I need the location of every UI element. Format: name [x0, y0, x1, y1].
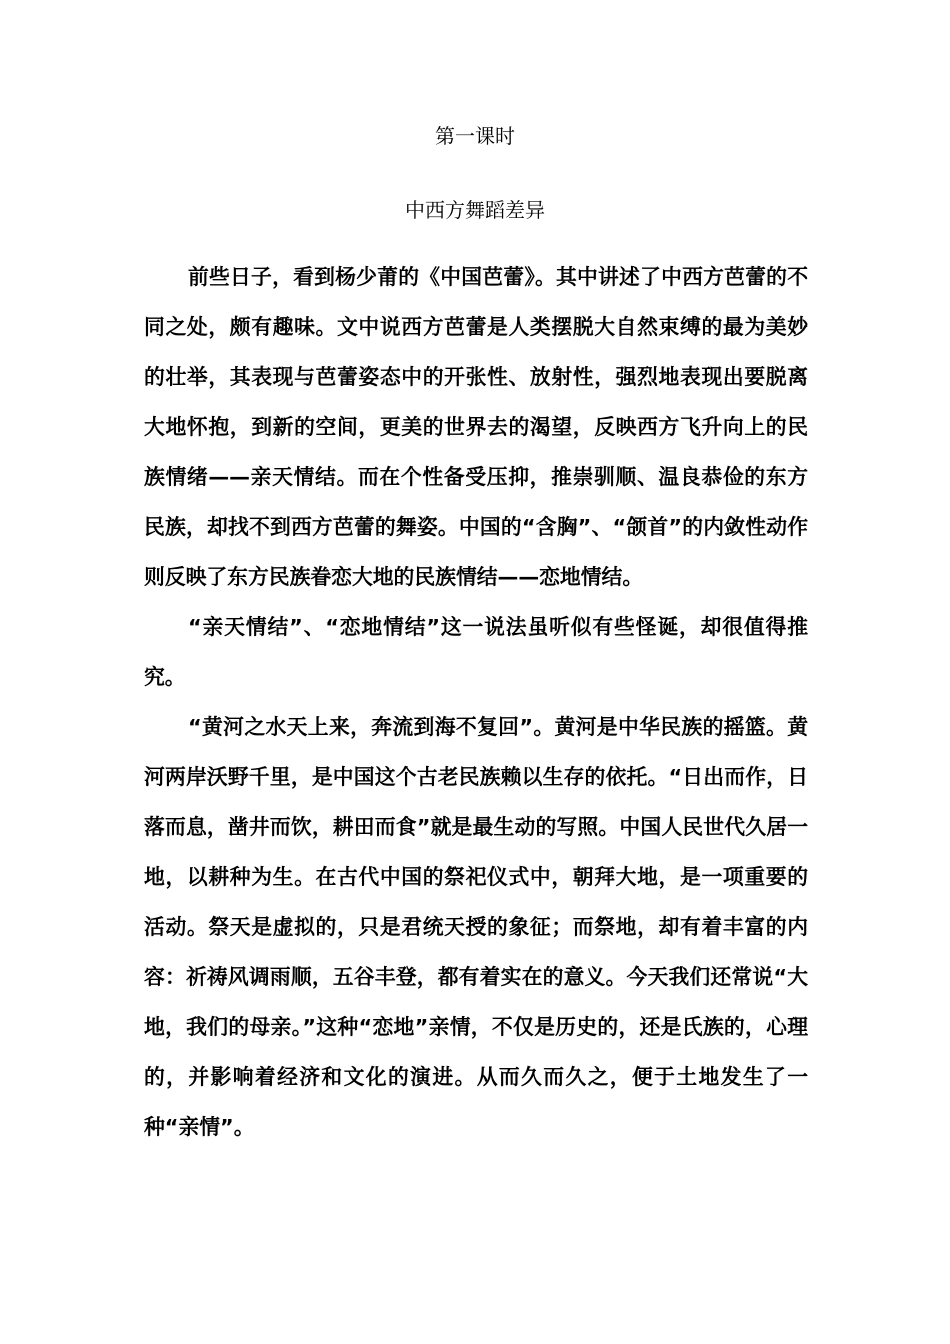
body-text: [144, 252, 808, 1152]
lesson-title: 第一课时: [435, 124, 515, 148]
paragraph-2: “亲天情结”、“恋地情结”这一说法虽听似有些怪诞，却很值得推究。: [144, 615, 808, 689]
paragraph-1: 前些日子，看到杨少莆的《中国芭蕾》。其中讲述了中西方芭蕾的不同之处，颇有趣味。文中说西方芭蕾是人类摆脱大自然束缚的最为美妙的壮举，其表现与芭蕾姿态中的开张性、放射性，强烈地表现出要脱离大地怀抱，到新的空间，更美的世界去的渴望，反映西方飞升向上的民族情绪——亲天情结。而在个性备受压抑，推崇驯顺、温良恭俭的东方民族，却找不到西方芭蕾的舞姿。中国的“含胸”、“颌首”的内敛性动作则反映了东方民族眷恋大地的民族情结——恋地情结。: [144, 265, 808, 589]
paragraph-3: “黄河之水天上来，奔流到海不复回”。黄河是中华民族的摇篮。黄河两岸沃野千里，是中国这个古老民族赖以生存的依托。“日出而作，日落而息，凿井而饮，耕田而食”就是最生动的写照。中国人民世代久居一地，以耕种为生。在古代中国的祭祀仪式中，朝拜大地，是一项重要的活动。祭天是虚拟的，只是君统天授的象征；而祭地，却有着丰富的内容：祈祷风调雨顺，五谷丰登，都有着实在的意义。今天我们还常说“大地，我们的母亲。”这种“恋地”亲情，不仅是历史的，还是氏族的，心理的，并影响着经济和文化的演进。从而久而久之，便于土地发生了一种“亲情”。: [144, 715, 808, 1139]
section-title: 中西方舞蹈差异: [405, 198, 545, 222]
